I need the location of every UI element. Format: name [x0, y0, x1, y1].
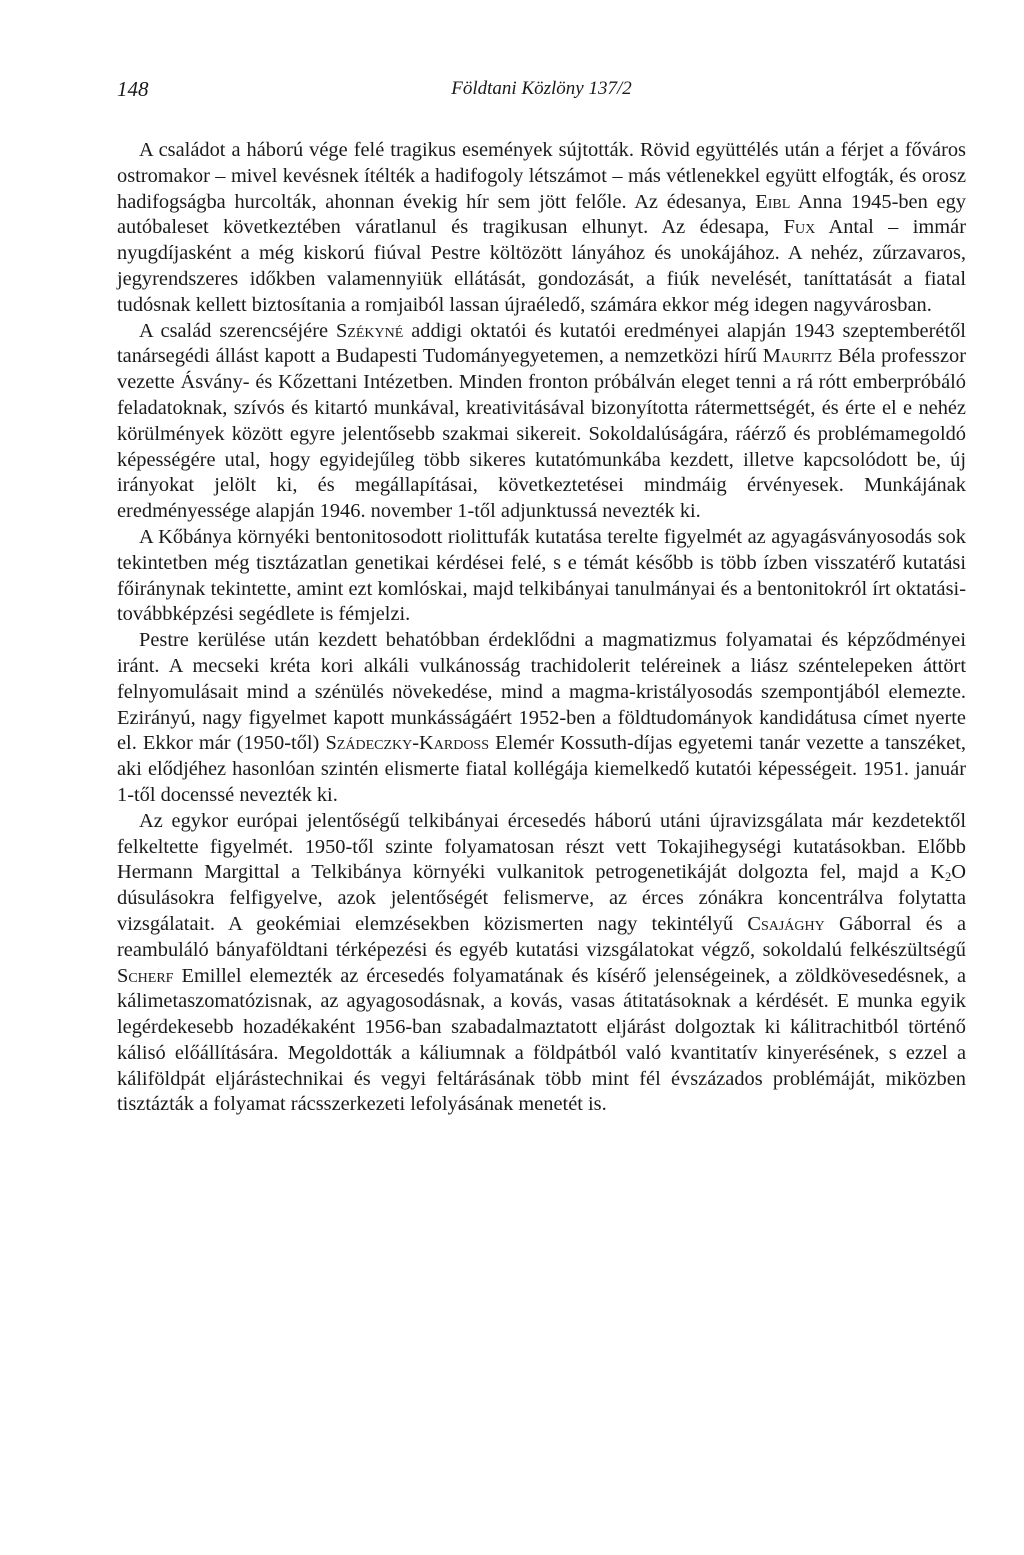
subscript: 2	[944, 870, 952, 885]
person-name: Szádeczky-Kardoss	[325, 732, 490, 755]
paragraph-career-start: A család szerencséjére Székyné addigi oktatói és kutatói eredményei alapján 1943 szeptemberétől tanársegédi állást kapott a Budapesti Tudományegyetemen, a nemzetközi hírű Mauritz Béla professzor vezette Ásvány- és Kőzettani Intézetben. Minden fronton próbálván eleget tenni a rá rótt emberpróbáló feladatoknak, szívós és kitartó munkával, kreativitásával bizonyította rátermettségét, és érte el e nehéz körülmények között egyre jelentősebb szakmai sikereit. Sokoldalúságára, ráérző és problémamegoldó képességére utal, hogy egyidejűleg több sikeres kutatómunkába kezdett, illetve kapcsolódott be, új irányokat jelölt ki, és megállapításai, következtetései mindmáig érvényesek. Munkájának eredményessége alapján 1946. november 1-től adjunktussá nevezték ki.	[117, 319, 966, 523]
paragraph-telkibanya-research: Az egykor európai jelentőségű telkibányai ércesedés háború utáni újravizsgálata már kezdetektől felkeltette figyelmét. 1950-től szinte folyamatosan részt vett Tokajihegységi kutatásokban. Előbb Hermann Margittal a Telkibánya környéki vulkanitok petrogenetikáját dolgozta fel, majd a $K_2O$ dúsulásokra felfigyelve, azok jelentőségét felismerve, az érces zónákra koncentrálva folytatta vizsgálatait. A geokémiai elemzésekben közismerten nagy tekintélyű Csajághy Gáborral és a reambuláló bányaföldtani térképezési és egyéb kutatási vizsgálatokat végző, sokoldalú felkészültségű Scherf Emillel elemezték az ércesedés folyamatának és kísérő jelenségeinek, a zöldkövesedésnek, a kálimetaszomatózisnak, az agyagosodásnak, a kovás, vasas átitatásoknak a kérdését. E munka egyik legérdekesebb hozadékaként 1956-ban szabadalmaztatott eljárást dolgoztak ki kálitrachitból történő kálisó előállítására. Megoldották a káliumnak a földpátból való kvantitatív kinyerésének, s ezzel a káliföldpát eljárástechnikai és vegyi feltárásának több mint fél évszázados problémáját, miközben tisztázták a folyamat rácsszerkezeti lefolyásának menetét is.	[117, 809, 967, 1116]
person-name: Csajághy	[747, 912, 825, 935]
person-name: Mauritz	[762, 345, 833, 368]
page-number: 148	[117, 77, 149, 101]
person-name: Scherf	[117, 964, 174, 987]
paragraph-bentonite-research: A Kőbánya környéki bentonitosodott riolittufák kutatása terelte figyelmét az agyagásványosodás sok tekintetben még tisztázatlan genetikai kérdései felé, s e témát később is több ízben visszatérő kutatási főiránynak tekintette, amint ezt komlóskai, majd telkibányai tanulmányai és a bentonitokról írt oktatási-továbbképzési segédlete is fémjelzi.	[117, 525, 966, 626]
article-body	[117, 138, 966, 1118]
paragraph-family-tragedy: A családot a háború vége felé tragikus események sújtották. Rövid együttélés után a férjet a főváros ostromakor – mivel kevésnek ítélték a hadifogoly létszámot – más vétlenekkel együtt elfogták, és orosz hadifogságba hurcolták, ahonnan évekig hír sem jött felőle. Az édesanya, Eibl Anna 1945-ben egy autóbaleset következtében váratlanul és tragikusan elhunyt. Az édesapa, Fux Antal – immár nyugdíjasként a még kiskorú fiúval Pestre költözött lányához és unokájához. A nehéz, zűrzavaros, jegyrendszeres időkben valamennyiük ellátását, gondozását, a fiúk nevelését, taníttatását a fiatal tudósnak kellett biztosítania a romjaiból lassan újraéledő, számára ekkor még idegen nagyvárosban.	[117, 139, 966, 316]
person-name: Székyné	[335, 319, 404, 342]
running-header	[117, 76, 966, 102]
paragraph-magmatism-research: Pestre kerülése után kezdett behatóbban érdeklődni a magmatizmus folyamatai és képződményei iránt. A mecseki kréta kori alkáli vulkánosság trachidolerit teléreinek a liász széntelepeken áttört felnyomulásait mind a szénülés növekedése, mind a magma-kristályosodás szempontjából elemezte. Ezirányú, nagy figyelmet kapott munkásságáért 1952-ben a földtudományok kandidátusa címet nyerte el. Ekkor már (1950-től) Szádeczky-Kardoss Elemér Kossuth-díjas egyetemi tanár vezette a tanszéket, aki elődjéhez hasonlóan szintén elismerte fiatal kollégája kiemelkedő kutatói képességeit. 1951. január 1-től docenssé nevezték ki.	[117, 629, 967, 806]
document-page	[117, 76, 966, 1118]
person-name: Fux	[783, 216, 816, 239]
person-name: Eibl	[755, 190, 791, 213]
journal-title: Földtani Közlöny 137/2	[451, 78, 632, 99]
